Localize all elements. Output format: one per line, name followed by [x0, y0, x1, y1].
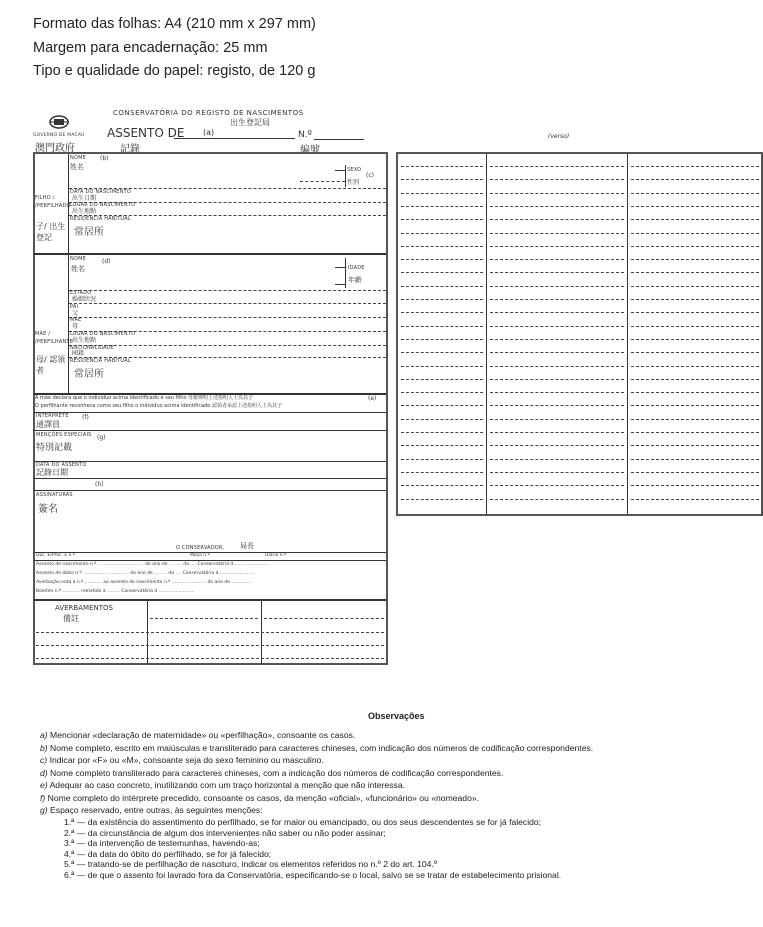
assinaturas-label: ASSINATURAS — [36, 492, 73, 498]
conservatoria-title: CONSERVATÓRIA DO REGISTO DE NASCIMENTOS — [113, 109, 304, 117]
averbamentos-cn: 備註 — [63, 614, 79, 623]
data-assento-cn: 記錄日期 — [36, 468, 68, 477]
filho-label-cn: 子/ 出生登記 — [36, 222, 66, 242]
assento-obito-line: Assento de óbito n.º ................................ do ano de ......... da .... Conservatória d......................... — [36, 571, 255, 576]
mae-mae-label: MÃE — [70, 317, 82, 323]
note-d: (d) — [102, 258, 111, 265]
doc-label: Doc. E/Proc. E n.º — [36, 553, 76, 558]
declaracao-maternidade: A mãe declara que o indivíduo acima identificado é seu filho 母親聲明上述指明人士為其子 — [35, 395, 254, 401]
verso-ruled-line — [401, 366, 483, 367]
verso-ruled-line — [490, 312, 624, 313]
verso-ruled-line — [490, 206, 624, 207]
verso-ruled-line — [490, 326, 624, 327]
observacao-item: g) Espaço reservado, entre outras, às seguintes menções: — [40, 805, 263, 815]
interprete-cn: 通譯員 — [36, 420, 60, 429]
verso-ruled-line — [401, 206, 483, 207]
conservatoria-cn: 出生登記局 — [230, 118, 270, 127]
verso-ruled-line — [631, 352, 759, 353]
verso-form — [396, 152, 763, 516]
verso-ruled-line — [401, 405, 483, 406]
observacao-subitem: 6.ª — de que o assento foi lavrado fora da Conservatória, especificando-se o local, salvo se se tratar de estabelecimento prisional. — [64, 869, 562, 880]
verso-ruled-line — [490, 459, 624, 460]
verso-ruled-line — [401, 259, 483, 260]
observacao-item: d) Nome completo transliterado para caracteres chineses, com a indicação dos números de codificação correspondentes. — [40, 767, 504, 778]
filho-data-nascimento-label: DATA DO NASCIMENTO — [70, 189, 131, 195]
estado-label: ESTADO — [70, 290, 92, 296]
observacao-item: a) Mencionar «declaração de maternidade» ou «perfilhação», consoante os casos. — [40, 730, 356, 740]
verso-ruled-line — [490, 193, 624, 194]
mae-label: MÃE / /PERFILHANTE — [35, 331, 74, 345]
macau-emblem-icon — [48, 114, 70, 130]
idade-label: IDADE — [348, 265, 365, 271]
observacao-subitem: 3.ª — da intervenção de testemunhas, havendo-as; — [64, 838, 260, 848]
note-h: (h) — [95, 481, 104, 488]
mae-residencia-label: RESIDÊNCIA HABITUAL — [70, 358, 131, 364]
verso-ruled-line — [490, 259, 624, 260]
conservador-cn: 局長 — [240, 542, 254, 550]
verso-ruled-line — [401, 472, 483, 473]
verso-ruled-line — [401, 219, 483, 220]
note-g: (g) — [97, 434, 106, 441]
filho-residencia-cn: 常居所 — [74, 227, 104, 238]
verso-ruled-line — [631, 286, 759, 287]
verso-ruled-line — [490, 379, 624, 380]
verso-ruled-line — [490, 233, 624, 234]
numero-label: N.º — [298, 130, 312, 140]
governo-cn: 澳門政府 — [35, 143, 75, 154]
verso-ruled-line — [401, 286, 483, 287]
observacao-subitem: 4.ª — da data do óbito do perfilhado, se for já falecido; — [64, 848, 272, 859]
pai-cn: 父 — [72, 310, 79, 317]
assento-nascimento-line: Assento de nascimento n.º ................................ do ano de ......... da .... Conservatória d......................... — [36, 562, 270, 567]
observacao-item: f) Nome completo do intérprete precedido, consoante os casos, da menção «oficial», «funcionário» ou «nomeado». — [40, 792, 480, 803]
verso-ruled-line — [490, 179, 624, 180]
filho-residencia-label: RESIDÊNCIA HABITUAL — [70, 216, 131, 222]
note-c: (c) — [366, 172, 374, 179]
verso-ruled-line — [631, 299, 759, 300]
verso-ruled-line — [631, 379, 759, 380]
mae-lugar-nascimento-cn: 出生地點 — [72, 337, 97, 344]
mencoes-label: MENÇÕES ESPECIAIS — [36, 432, 92, 438]
verso-ruled-line — [490, 366, 624, 367]
verso-ruled-line — [490, 405, 624, 406]
verso-ruled-line — [401, 246, 483, 247]
verso-ruled-line — [631, 405, 759, 406]
verso-ruled-line — [490, 299, 624, 300]
spec-margin: Margem para encadernação: 25 mm — [33, 40, 268, 56]
verso-ruled-line — [631, 445, 759, 446]
data-assento-label: DATA DO ASSENTO — [36, 462, 87, 468]
nacionalidade-label: NACIONALIDADE — [70, 345, 115, 351]
observacao-item: e) Adequar ao caso concreto, inutilizando com um traço horizontal a menção que não interessa. — [40, 780, 405, 790]
verso-ruled-line — [490, 272, 624, 273]
verso-ruled-line — [631, 246, 759, 247]
verso-ruled-line — [401, 432, 483, 433]
verso-ruled-line — [401, 299, 483, 300]
assento-cn: 記錄 — [120, 144, 140, 155]
verso-label: (verso) — [548, 133, 570, 140]
verso-ruled-line — [490, 499, 624, 500]
filho-lugar-nascimento-cn: 出生地點 — [72, 208, 97, 215]
sexo-cn: 性別 — [347, 179, 360, 186]
observacoes-title: Observações — [368, 711, 425, 721]
verso-ruled-line — [631, 339, 759, 340]
mae-label-cn: 母/ 認領者 — [36, 355, 66, 375]
note-b: (b) — [100, 155, 109, 162]
spec-paper: Tipo e qualidade do papel: registo, de 120 g — [33, 63, 316, 79]
numero-cn: 編號 — [300, 145, 320, 156]
conservador-label: O CONSERVADOR, — [176, 545, 225, 551]
verso-ruled-line — [401, 445, 483, 446]
observacao-subitem: 5.ª — tratando-se de perfilhação de nascituro, indicar os elementos referidos no n.º 2 do art. 104.º — [64, 859, 437, 869]
verso-ruled-line — [631, 485, 759, 486]
idade-cn: 年齡 — [348, 276, 362, 284]
verso-ruled-line — [490, 392, 624, 393]
verso-ruled-line — [401, 166, 483, 167]
verso-ruled-line — [631, 459, 759, 460]
verso-ruled-line — [490, 419, 624, 420]
verso-ruled-line — [631, 392, 759, 393]
nacionalidade-cn: 國籍 — [72, 350, 85, 357]
mae-residencia-cn: 常居所 — [74, 369, 104, 380]
verso-ruled-line — [401, 419, 483, 420]
assinaturas-cn: 簽名 — [38, 504, 58, 515]
averbamentos-label: AVERBAMENTOS — [55, 604, 113, 612]
verso-ruled-line — [490, 166, 624, 167]
filho-nome-cn: 姓名 — [70, 163, 84, 171]
verso-ruled-line — [490, 286, 624, 287]
verso-ruled-line — [631, 233, 759, 234]
observacao-subitem: 1.ª — da existência do assentimento do perfilhado, se for maior ou emancipado, ou dos seus descendentes se for já falecido; — [64, 817, 542, 827]
verso-ruled-line — [490, 219, 624, 220]
maco-label: Maço n.º — [190, 553, 210, 558]
verso-ruled-line — [401, 352, 483, 353]
verso-ruled-line — [631, 166, 759, 167]
verso-ruled-line — [631, 419, 759, 420]
verso-ruled-line — [490, 352, 624, 353]
verso-ruled-line — [631, 312, 759, 313]
filho-data-nascimento-cn: 出生日期 — [72, 195, 97, 202]
assento-label: ASSENTO DE — [107, 126, 185, 140]
filho-label: FILHO / /PERFILHADO — [35, 195, 71, 209]
governo-label: GOVERNO DE MACAU — [33, 133, 85, 138]
verso-ruled-line — [631, 206, 759, 207]
verso-ruled-line — [631, 326, 759, 327]
verso-ruled-line — [401, 233, 483, 234]
verso-ruled-line — [401, 485, 483, 486]
verso-ruled-line — [490, 485, 624, 486]
verso-ruled-line — [401, 272, 483, 273]
observacao-item: c) Indicar por «F» ou «M», consoante seja do sexo feminino ou masculino. — [40, 755, 324, 765]
verso-ruled-line — [401, 499, 483, 500]
mae-nome-cn: 姓名 — [71, 265, 85, 273]
verso-ruled-line — [490, 246, 624, 247]
observacao-item: b) Nome completo, escrito em maiúsculas e transliterado para caracteres chineses, com indicação dos números de codificação correspondentes. — [40, 742, 594, 753]
verso-ruled-line — [401, 179, 483, 180]
filho-lugar-nascimento-label: LUGAR DO NASCIMENTO — [70, 202, 136, 208]
mencoes-cn: 特別記載 — [36, 443, 73, 453]
verso-ruled-line — [401, 459, 483, 460]
verso-ruled-line — [401, 312, 483, 313]
note-a: (a) — [203, 128, 215, 137]
verso-ruled-line — [490, 432, 624, 433]
observacao-subitem: 2.ª — da circunstância de algum dos intervenientes não saber ou não poder assinar; — [64, 827, 386, 838]
observacoes-list — [40, 730, 593, 880]
boletim-line: Boletim n.º ............ remetido à ......... Conservatória d ......................... — [36, 589, 195, 594]
verso-ruled-line — [631, 179, 759, 180]
verso-ruled-line — [631, 432, 759, 433]
declaracao-perfilhacao: O perfilhante reconhece como seu filho o indivíduo acima identificado 認領者承認上述指明人士為其子 — [35, 403, 282, 409]
diario-label: Diário n.º — [265, 553, 287, 558]
verso-ruled-line — [490, 472, 624, 473]
spec-format: Formato das folhas: A4 (210 mm x 297 mm) — [33, 16, 316, 32]
note-e: (e) — [368, 395, 377, 402]
verso-ruled-line — [401, 339, 483, 340]
verso-ruled-line — [401, 379, 483, 380]
filho-nome-label: NOME — [70, 155, 86, 161]
verso-ruled-line — [631, 193, 759, 194]
verso-ruled-line — [631, 219, 759, 220]
verso-ruled-line — [631, 272, 759, 273]
verso-ruled-line — [631, 366, 759, 367]
pai-label: PAI — [70, 304, 79, 310]
verso-ruled-line — [631, 472, 759, 473]
estado-cn: 婚姻狀況 — [72, 296, 97, 303]
note-f: (f) — [82, 414, 89, 421]
interprete-label: INTÉRPRETE — [36, 413, 69, 419]
verso-ruled-line — [401, 326, 483, 327]
averbacao-line: Averbação nota a n.º ............ ao assento de nascimento n.º ........................ do ano de .............. — [36, 580, 252, 585]
mae-lugar-nascimento-label: LUGAR DO NASCIMENTO — [70, 331, 136, 337]
verso-ruled-line — [490, 445, 624, 446]
mae-nome-label: NOME — [70, 256, 86, 262]
verso-ruled-line — [631, 499, 759, 500]
mae-mae-cn: 母 — [72, 323, 79, 330]
verso-ruled-line — [631, 259, 759, 260]
verso-ruled-line — [490, 339, 624, 340]
sexo-label: SEXO — [347, 167, 362, 173]
verso-ruled-line — [401, 392, 483, 393]
verso-ruled-line — [401, 193, 483, 194]
